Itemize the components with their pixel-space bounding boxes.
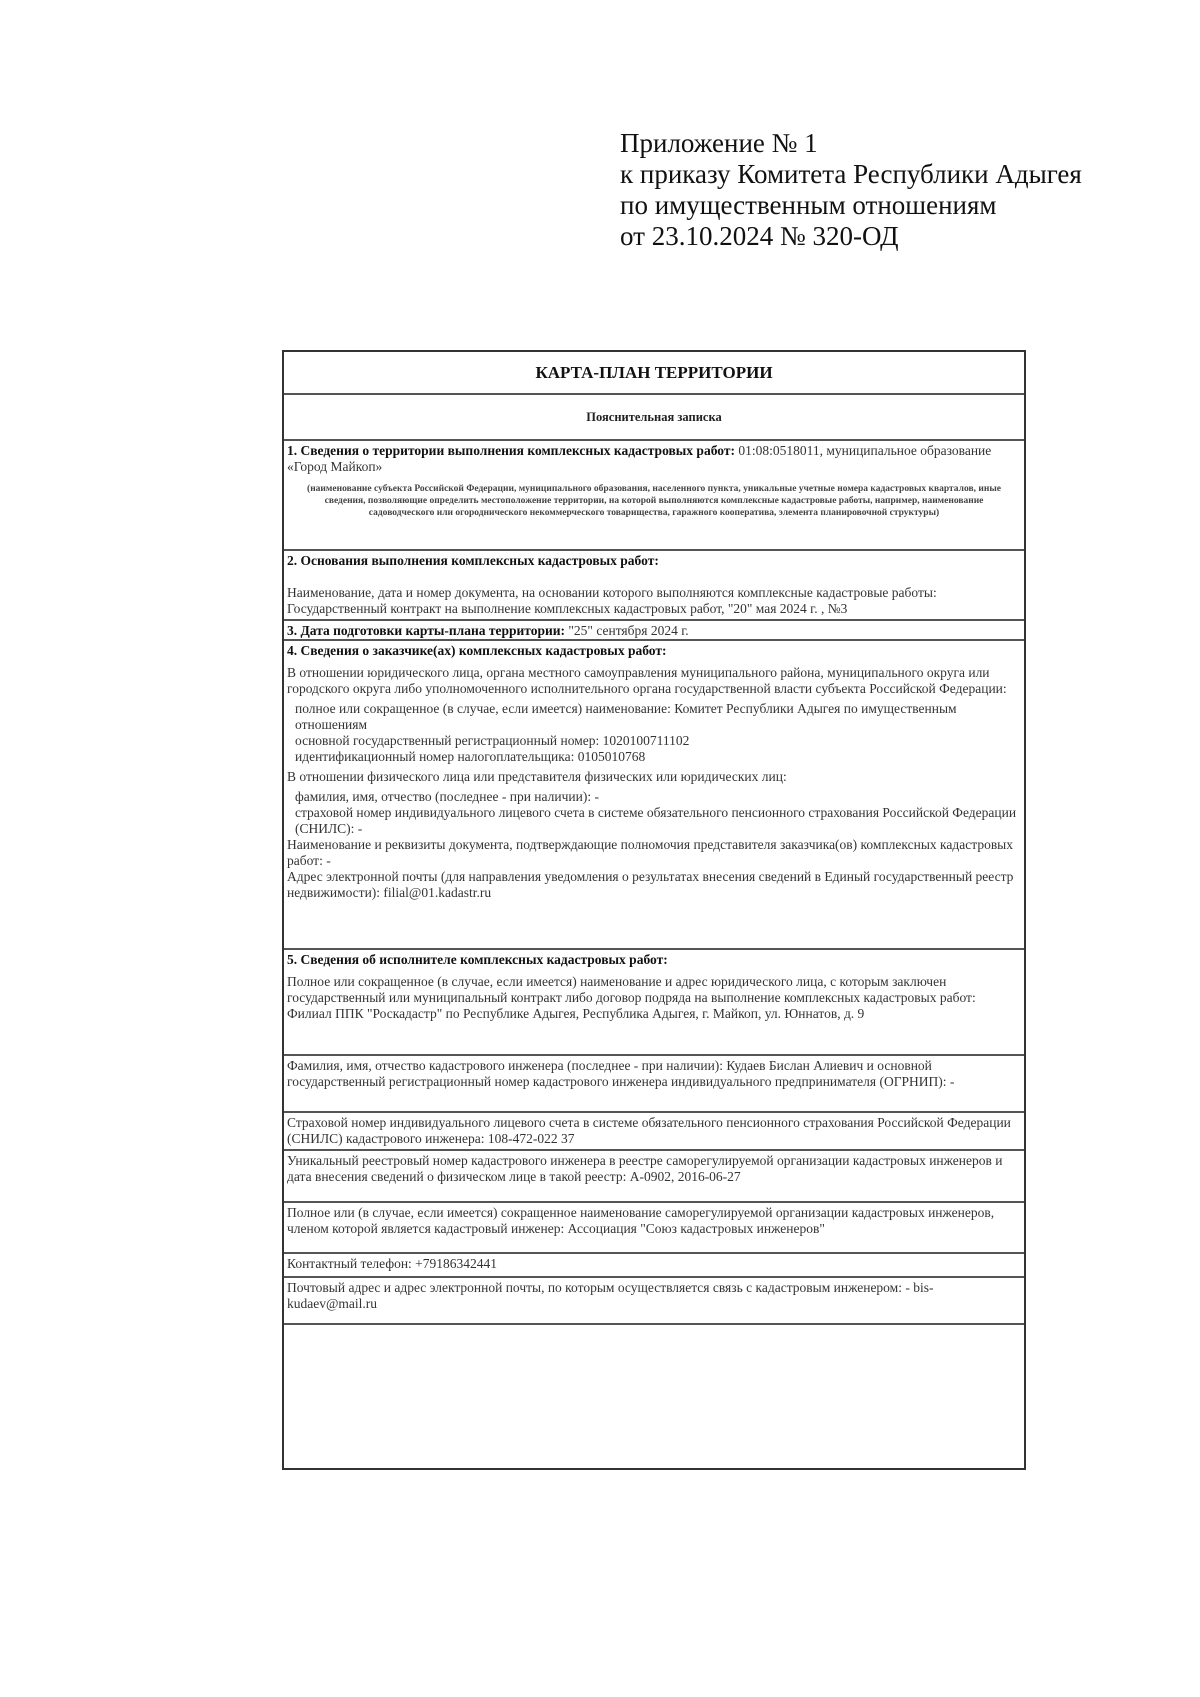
contractor-engineer: Фамилия, имя, отчество кадастрового инженера (последнее - при наличии): Кудаев Бислан Алиевич и основной государственный регистрационный номер кадастрового инженера индивидуального предпринимателя (ОГРНИП): -	[287, 1058, 955, 1089]
contractor-registry: Уникальный реестровый номер кадастрового инженера в реестре саморегулируемой организации кадастровых инженеров и дата внесения сведений о физическом лице в такой реестр: А-0902, 2016-06-27	[287, 1153, 1003, 1184]
section-2-heading: 2. Основания выполнения комплексных кадастровых работ:	[287, 553, 659, 568]
section-1-note: (наименование субъекта Российской Федерации, муниципального образования, населенного пункта, уникальные учетные номера кадастровых кварталов, иные сведения, позволяющие определить местоположение территории, на которой выполняются комплексные кадастровые работы, например, наименование садоводческого или огороднического некоммерческого товарищества, гаражного кооператива, элемента планировочной структуры)	[307, 484, 1001, 518]
section-territory	[284, 441, 1024, 551]
plan-title: КАРТА-ПЛАН ТЕРРИТОРИИ	[284, 352, 1024, 395]
section-1-heading: 1. Сведения о территории выполнения комплексных кадастровых работ:	[287, 443, 735, 458]
section-3-heading: 3. Дата подготовки карты-плана территории:	[287, 623, 566, 638]
customer-snils: страховой номер индивидуального лицевого счета в системе обязательного пенсионного страхования Российской Федерации (СНИЛС): -	[295, 805, 1017, 836]
appendix-line-4: от 23.10.2024 № 320-ОД	[620, 221, 899, 251]
customer-legal-name: полное или сокращенное (в случае, если имеется) наименование: Комитет Республики Адыгея по имущественным отношениям	[295, 701, 957, 732]
customer-ogrn: основной государственный регистрационный номер: 1020100711102	[295, 733, 690, 748]
appendix-line-3: по имущественным отношениям	[620, 190, 997, 220]
contractor-org: Полное или сокращенное (в случае, если имеется) наименование и адрес юридического лица, с которым заключен государственный или муниципальный контракт либо договор подряда на выполнение комплексных кадастровых работ: Филиал ППК "Роскадастр" по Республике Адыгея, Республика Адыгея, г. Майкоп, ул. Юннатов, д. 9	[287, 974, 976, 1021]
contractor-phone-row	[284, 1254, 1024, 1278]
contractor-mail: Почтовый адрес и адрес электронной почты, по которым осуществляется связь с кадастровым инженером: - bis-kudaev@mail.ru	[287, 1280, 934, 1311]
contractor-engineer-row	[284, 1056, 1024, 1113]
appendix-line-2: к приказу Комитета Республики Адыгея	[620, 159, 1082, 189]
customer-person-intro: В отношении физического лица или представителя физических или юридических лиц:	[287, 769, 787, 784]
section-grounds	[284, 551, 1024, 621]
customer-email: Адрес электронной почты (для направления уведомления о результатах внесения сведений в Единый государственный реестр недвижимости): filial@01.kadastr.ru	[287, 869, 1014, 900]
customer-fio: фамилия, имя, отчество (последнее - при наличии): -	[295, 789, 599, 804]
section-3-value: "25" сентября 2024 г.	[565, 623, 689, 638]
contractor-registry-row	[284, 1151, 1024, 1203]
section-1-value: 01:08:0518011, муниципальное образование «Город Майкоп»	[287, 443, 992, 474]
section-5-heading: 5. Сведения об исполнителе комплексных кадастровых работ:	[287, 952, 668, 967]
customer-docs: Наименование и реквизиты документа, подтверждающие полномочия представителя заказчика(ов) комплексных кадастровых работ: -	[287, 837, 1014, 868]
contractor-phone: Контактный телефон: +79186342441	[287, 1256, 498, 1271]
contractor-sro-row	[284, 1203, 1024, 1254]
plan-subtitle: Пояснительная записка	[284, 395, 1024, 441]
territory-plan-form	[282, 350, 1026, 1470]
appendix-header	[620, 128, 1180, 252]
section-customer	[284, 641, 1024, 950]
section-date	[284, 621, 1024, 641]
section-2-text: Наименование, дата и номер документа, на основании которого выполняются комплексные кадастровые работы: Государственный контракт на выполнение комплексных кадастровых работ, "20" мая 2024 г. , №3	[287, 585, 937, 616]
appendix-line-1: Приложение № 1	[620, 128, 818, 158]
empty-area	[284, 1325, 1024, 1329]
contractor-mail-row	[284, 1278, 1024, 1325]
section-4-heading: 4. Сведения о заказчике(ах) комплексных кадастровых работ:	[287, 643, 667, 658]
section-contractor	[284, 950, 1024, 1056]
contractor-snils: Страховой номер индивидуального лицевого счета в системе обязательного пенсионного страхования Российской Федерации (СНИЛС) кадастрового инженера: 108-472-022 37	[287, 1115, 1011, 1146]
customer-inn: идентификационный номер налогоплательщика: 0105010768	[295, 749, 646, 764]
customer-legal-intro: В отношении юридического лица, органа местного самоуправления муниципального района, муниципального округа или городского округа либо уполномоченного исполнительного органа государственной власти субъекта Российской Федерации:	[287, 665, 1007, 696]
contractor-sro: Полное или (в случае, если имеется) сокращенное наименование саморегулируемой организации кадастровых инженеров, членом которой является кадастровый инженер: Ассоциация "Союз кадастровых инженеров"	[287, 1205, 995, 1236]
contractor-snils-row	[284, 1113, 1024, 1151]
